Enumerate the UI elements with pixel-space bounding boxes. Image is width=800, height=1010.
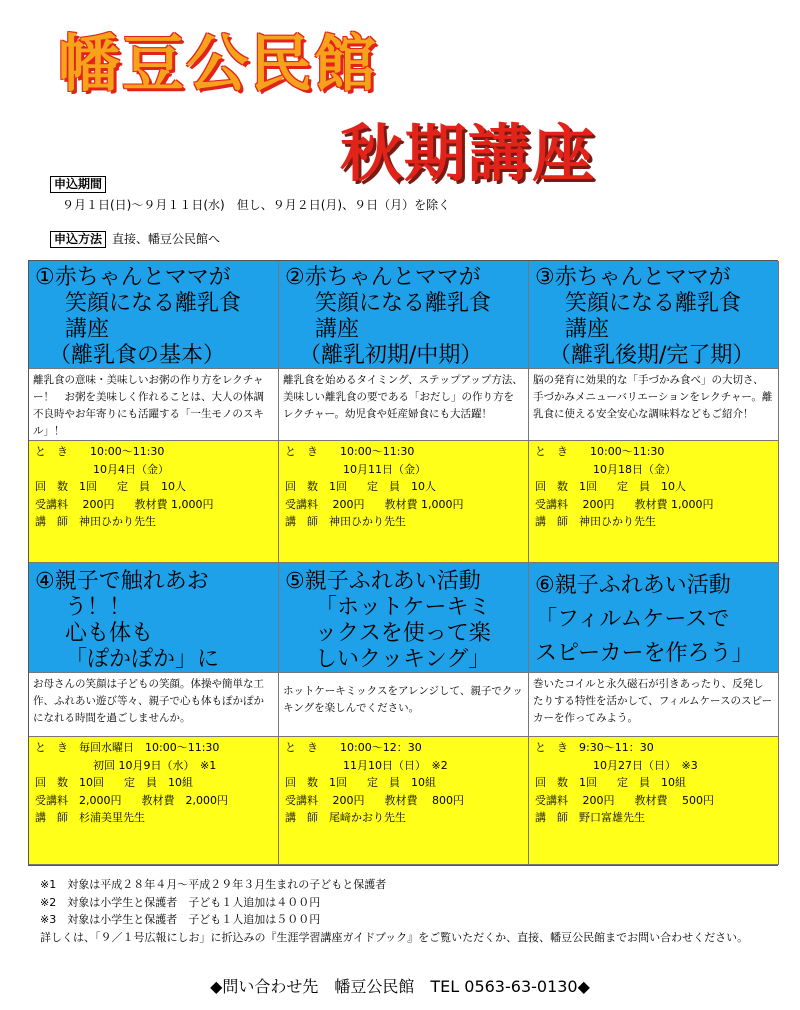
contact-info: ◆問い合わせ先 幡豆公民館 TEL 0563-63-0130◆ (210, 977, 590, 996)
note-2: ※2 対象は小学生と保護者 子ども１人追加は４００円 (40, 895, 321, 909)
course-title: ⑥親子ふれあい活動 「フィルムケースで スピーカーを作ろう」 (535, 573, 754, 666)
course-title: ③赤ちゃんとママが 笑顔になる離乳食 講座 （離乳後期/完了期） (535, 265, 755, 368)
course-description: 離乳食を始めるタイミング、ステップアップ方法、美味しい離乳食の要である「おだし」の作り方をレクチャー。幼児食や妊産婦食にも大活躍！ (283, 374, 523, 420)
application-method (50, 230, 220, 248)
course-info: と き 毎回水曜日 10:00～11:30 初回 10月9日（水） ※1 回 数 10回 定 員 10組 受講料 2,000円 教材費 2,000円 講 師 杉浦美里先生 (35, 741, 228, 824)
course-title: ①赤ちゃんとママが 笑顔になる離乳食 講座 （離乳食の基本） (35, 265, 242, 368)
course-title: ②赤ちゃんとママが 笑顔になる離乳食 講座 （離乳初期/中期） (285, 265, 492, 368)
title-sub: 秋期講座 (340, 117, 597, 190)
course-info: と き 9:30～11：30 10月27日（日） ※3 回 数 1回 定 員 10組 受講料 200円 教材費 500円 講 師 野口富雄先生 (535, 741, 714, 824)
course-description: 巻いたコイルと永久磁石が引きあったり、反発したりする特性を活かして、フィルムケースのスピーカーを作ってみよう。 (533, 678, 773, 724)
note-1: ※1 対象は平成２８年４月～平成２９年３月生まれの子どもと保護者 (40, 878, 387, 891)
title-main: 幡豆公民館 (58, 27, 379, 100)
note-detail: 詳しくは、「９／１号広報にしお」に折込みの『生涯学習講座ガイドブック』をご覧いただくか、直接、幡豆公民館までお問い合わせください。 (40, 930, 749, 944)
period-label: 申込期間 (50, 176, 106, 193)
course-title: ⑤親子ふれあい活動 「ホットケーキミ ックスを使って楽 しいクッキング」 (285, 569, 491, 672)
course-description: 脳の発育に効果的な「手づかみ食べ」の大切さ、手づかみメニューバリエーションをレクチャー。離乳食に使える安全安心な調味料などもご紹介！ (533, 374, 773, 420)
course-info: と き 10:00～11:30 10月4日（金） 回 数 1回 定 員 10人 受講料 200円 教材費 1,000円 講 師 神田ひかり先生 (35, 445, 214, 528)
course-description: ホットケーキミックスをアレンジして、親子でクッキングを楽しんでください。 (283, 685, 523, 714)
method-text: 直接、幡豆公民館へ (112, 232, 221, 246)
course-info: と き 10:00～11:30 10月18日（金） 回 数 1回 定 員 10人 受講料 200円 教材費 1,000円 講 師 神田ひかり先生 (535, 445, 714, 528)
course-info: と き 10:00～11:30 10月11日（金） 回 数 1回 定 員 10人 受講料 200円 教材費 1,000円 講 師 神田ひかり先生 (285, 445, 464, 528)
note-3: ※3 対象は小学生と保護者 子ども１人追加は５００円 (40, 913, 321, 926)
course-description: 離乳食の意味・美味しいお粥の作り方をレクチャー！ お粥を美味しく作れることは、大人の体調不良時やお年寄りにも活躍する「一生モノのスキル」！ (33, 374, 264, 437)
application-period (50, 176, 450, 213)
course-grid (28, 260, 778, 866)
course-info: と き 10:00～12：30 11月10日（日） ※2 回 数 1回 定 員 10組 受講料 200円 教材費 800円 講 師 尾﨑かおり先生 (285, 741, 464, 824)
method-label: 申込方法 (50, 231, 106, 248)
period-text: ９月１日(日)～９月１１日(水) 但し、９月２日(月)、９日（月）を除く (62, 198, 451, 212)
course-title: ④親子で触れあお う！！ 心も体も 「ぽかぽか」に (35, 569, 220, 672)
course-description: お母さんの笑顔は子どもの笑顔。体操や簡単な工作、ふれあい遊び等々、親子で心も体もぽかぽかになれる時間を過ごしませんか。 (33, 678, 264, 724)
notes (40, 876, 760, 946)
